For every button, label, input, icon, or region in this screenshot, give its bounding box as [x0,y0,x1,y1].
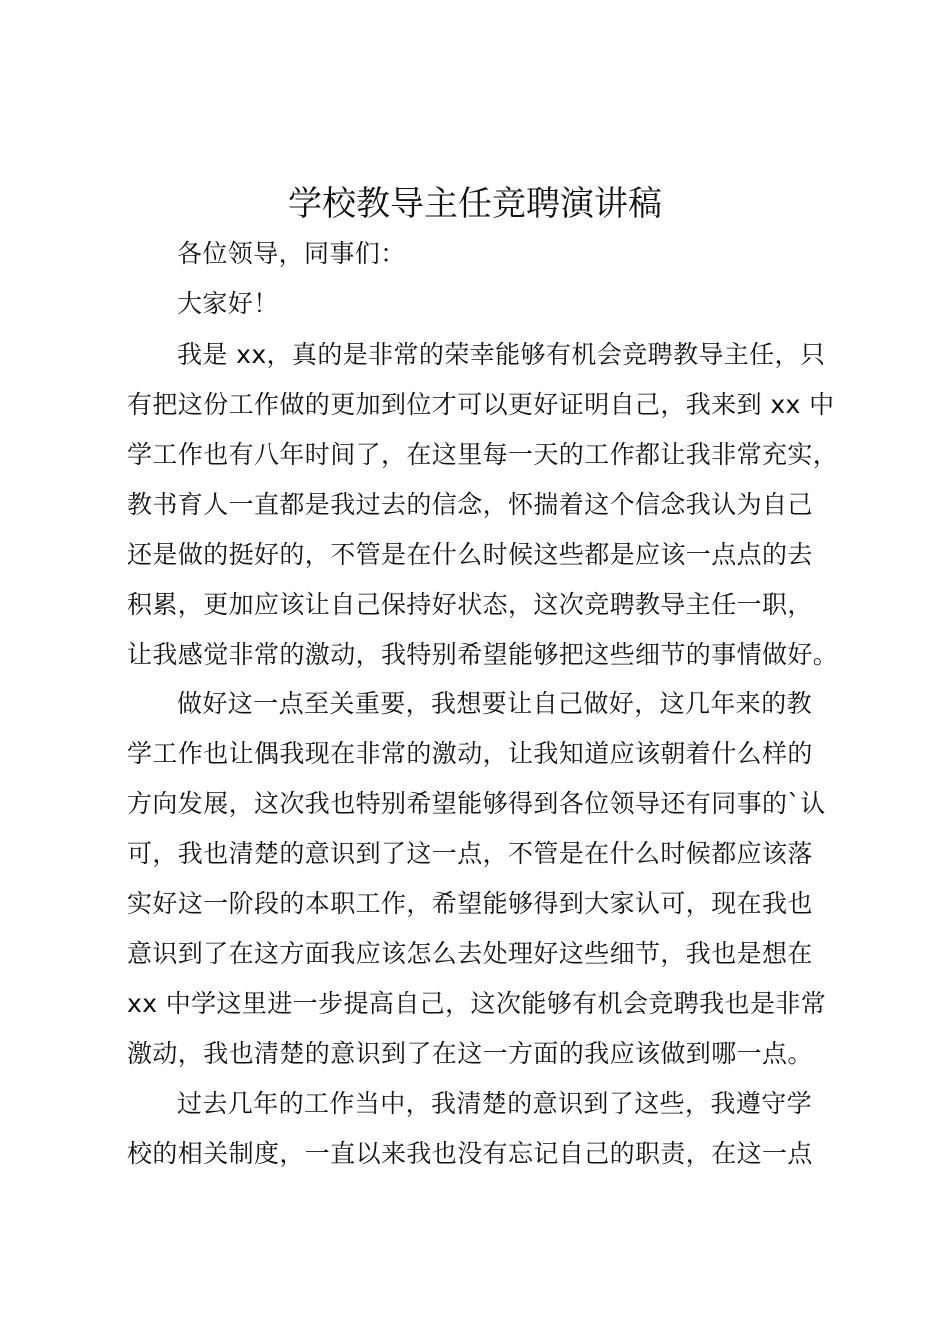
paragraph-line: 做好这一点至关重要，我想要让自己做好，这几年来的教 [177,689,813,718]
paragraph-line: xx 中学这里进一步提高自己，这次能够有机会竞聘我也是非常 [127,989,827,1018]
paragraph-line: 积累，更加应该让自己保持好状态，这次竞聘教导主任一职， [127,590,813,619]
paragraph-line: 我是 xx，真的是非常的荣幸能够有机会竞聘教导主任，只 [177,340,826,369]
document-title: 学校教导主任竞聘演讲稿 [288,184,662,224]
paragraph-line: 还是做的挺好的，不管是在什么时候这些都是应该一点点的去 [127,540,813,569]
paragraph-line: 学工作也让偶我现在非常的激动，让我知道应该朝着什么样的 [127,739,813,768]
paragraph-line: 方向发展，这次我也特别希望能够得到各位领导还有同事的`认 [127,789,826,818]
paragraph-line: 意识到了在这方面我应该怎么去处理好这些细节，我也是想在 [127,939,813,968]
paragraph-line: 有把这份工作做的更加到位才可以更好证明自己，我来到 xx 中 [127,390,835,419]
salutation-line: 各位领导，同事们： [177,239,406,268]
paragraph-line: 可，我也清楚的意识到了这一点，不管是在什么时候都应该落 [127,839,813,868]
paragraph-line: 让我感觉非常的激动，我特别希望能够把这些细节的事情做好。 [127,640,839,669]
paragraph-line: 过去几年的工作当中，我清楚的意识到了这些，我遵守学 [177,1089,813,1118]
paragraph-line: 学工作也有八年时间了，在这里每一天的工作都让我非常充实， [127,440,839,469]
greeting-line: 大家好！ [177,289,279,318]
paragraph-line: 实好这一阶段的本职工作，希望能够得到大家认可，现在我也 [127,889,813,918]
paragraph-line: 激动，我也清楚的意识到了在这一方面的我应该做到哪一点。 [127,1039,813,1068]
paragraph-line: 教书育人一直都是我过去的信念，怀揣着这个信念我认为自己 [127,490,813,519]
paragraph-line: 校的相关制度，一直以来我也没有忘记自己的职责，在这一点 [127,1139,813,1168]
